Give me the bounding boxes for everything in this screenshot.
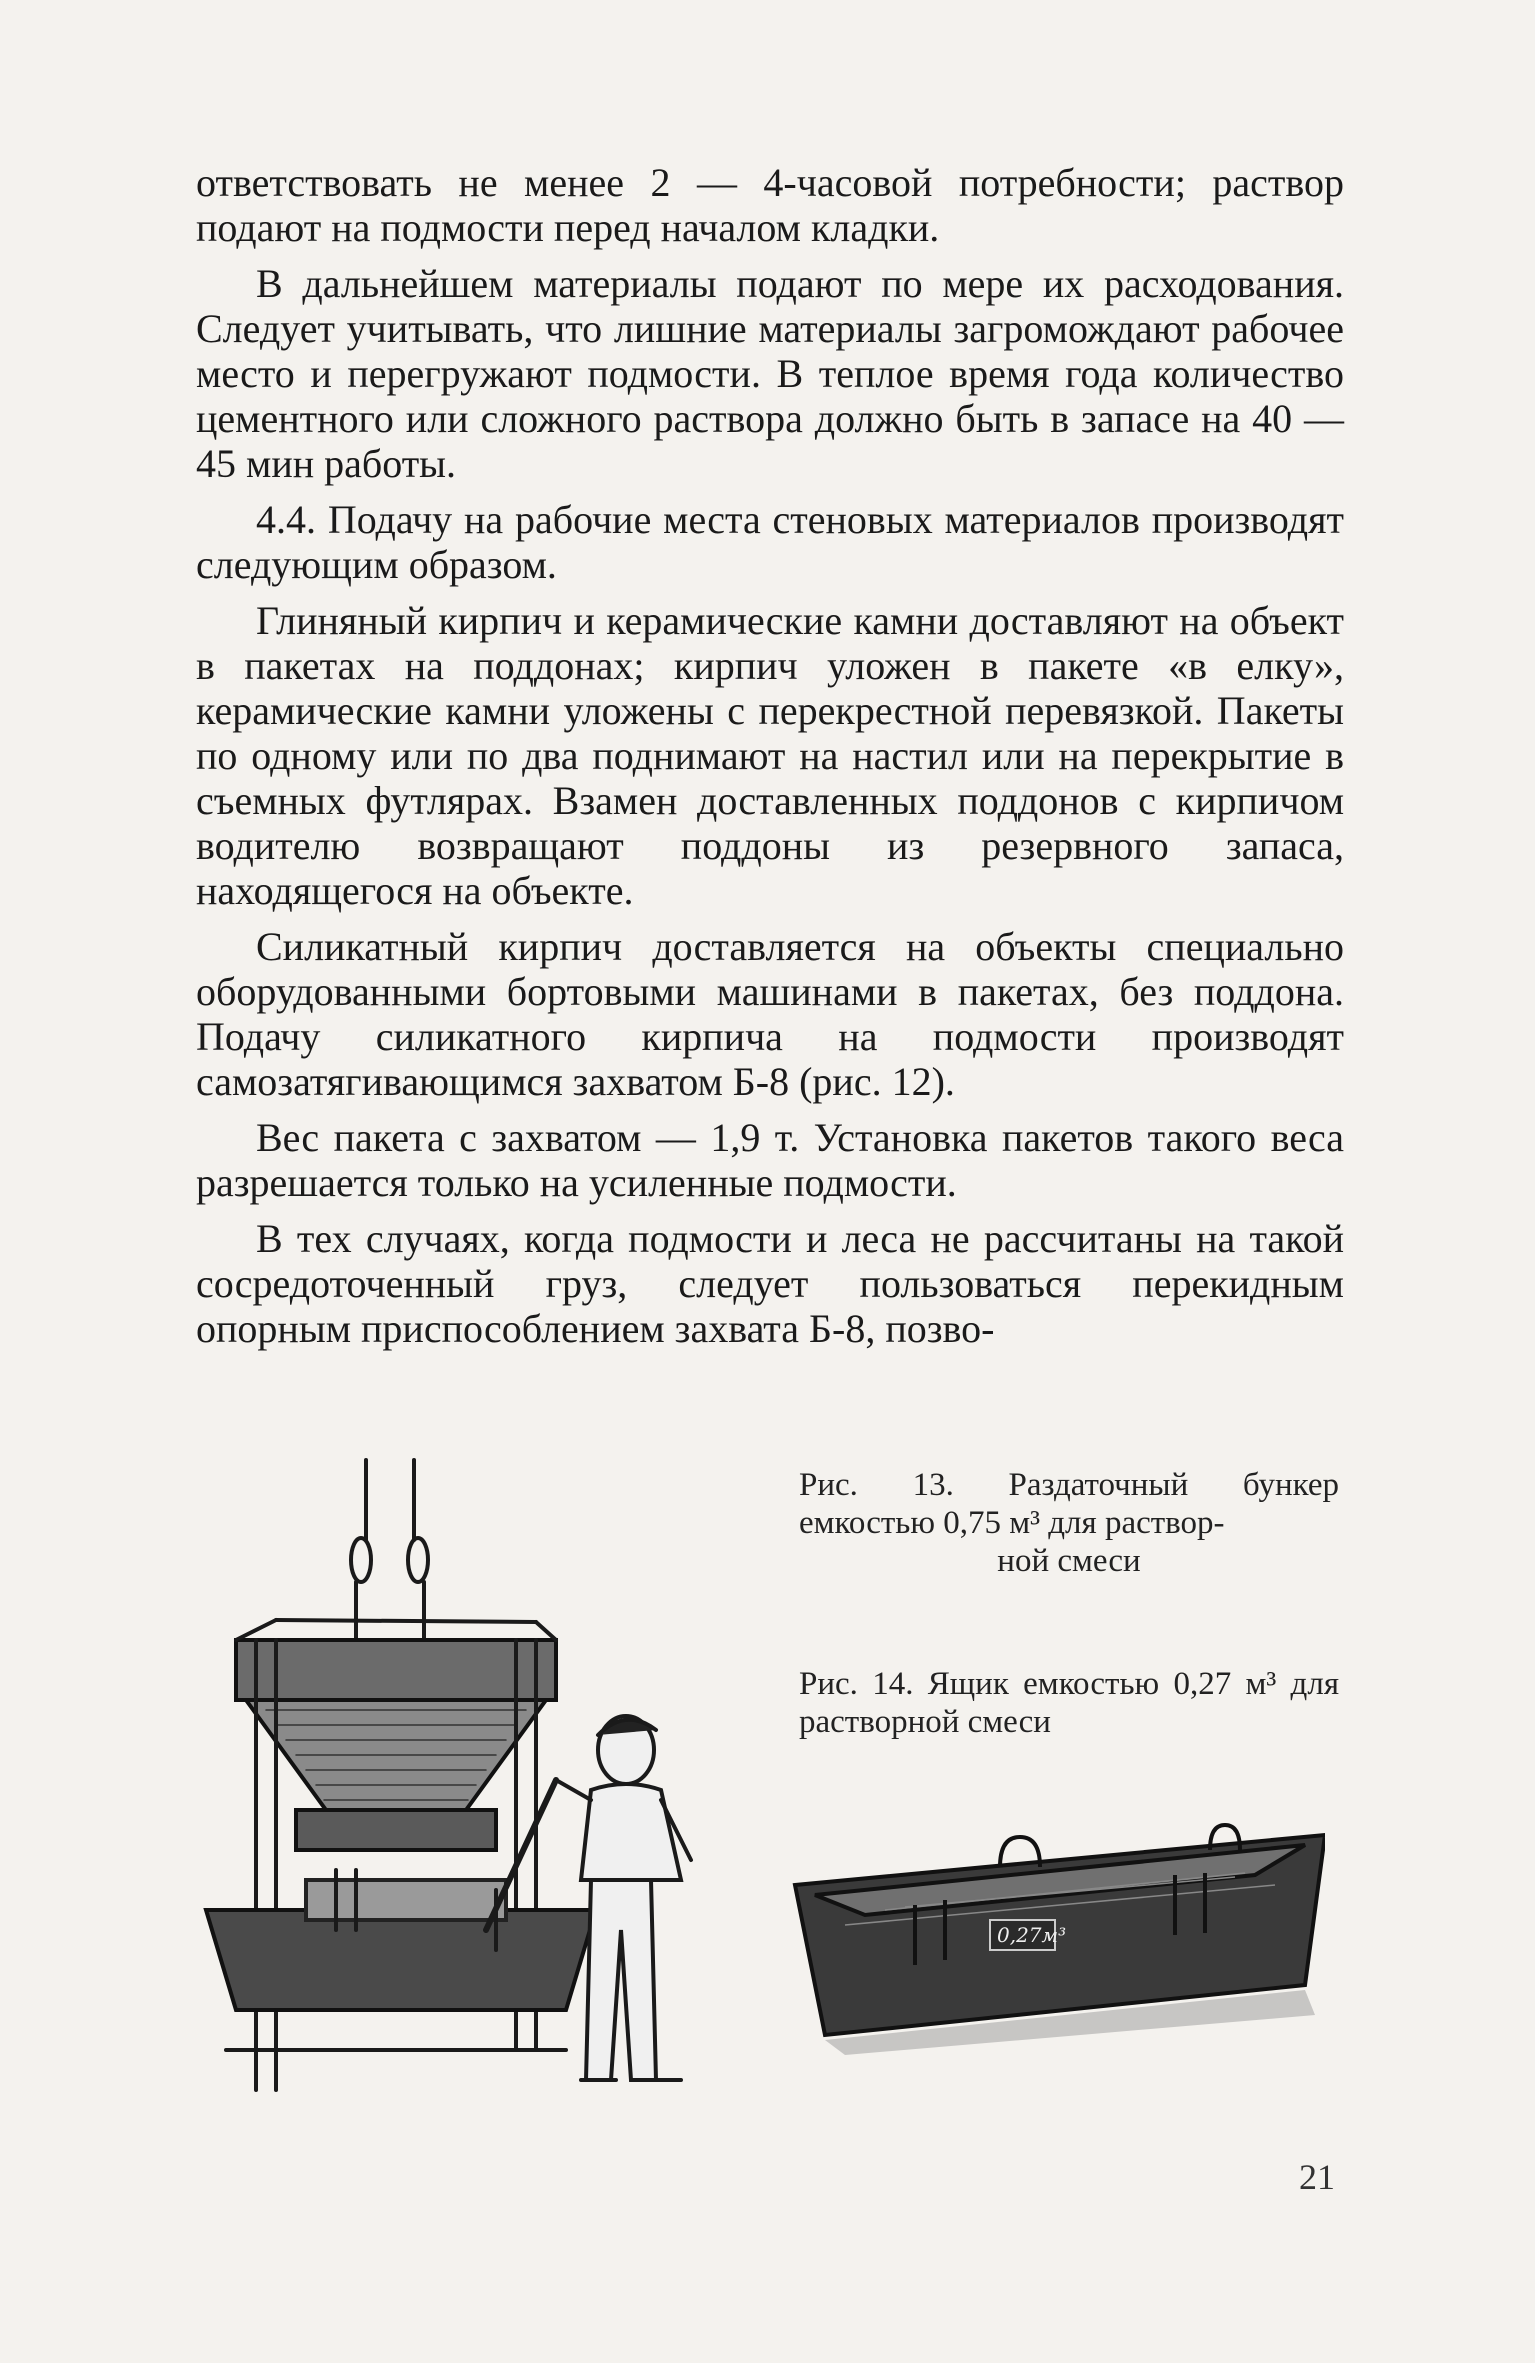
box-label: 0,27м³ (997, 1923, 1067, 1947)
figure-13-caption-end: ной смеси (997, 1543, 1141, 1579)
paragraph-6: Вес пакета с захватом — 1,9 т. Установка пакетов такого веса разрешается только на усиленные подмости. (196, 1115, 1344, 1205)
figure-14-illustration (785, 1815, 1325, 2060)
paragraph-7: В тех случаях, когда подмости и леса не рассчитаны на такой сосредоточенный груз, следует пользоваться перекидным опорным приспособлением захвата Б-8, позво- (196, 1216, 1344, 1351)
paragraph-2: В дальнейшем материалы подают по мере их расходования. Следует учитывать, что лишние материалы загромождают рабочее место и перегружают подмости. В теплое время года количество цементного или сложного раствора должно быть в запасе на 40 — 45 мин работы. (196, 261, 1344, 486)
paragraph-3: 4.4. Подачу на рабочие места стеновых материалов производят следующим образом. (196, 497, 1344, 587)
mortar-tray (206, 1910, 596, 2010)
figure-13-caption-main: Рис. 13. Раздаточный бункер емкостью 0,75 м³ для раствор- (799, 1467, 1339, 1541)
figure-13-caption (799, 1466, 1339, 1580)
figure-14-caption: Рис. 14. Ящик емкостью 0,27 м³ для растворной смеси (799, 1666, 1339, 1740)
page-number: 21 (1299, 2157, 1335, 2197)
paragraph-1: ответствовать не менее 2 — 4-часовой потребности; раствор подают на подмости перед началом кладки. (196, 160, 1344, 250)
paragraph-4: Глиняный кирпич и керамические камни доставляют на объект в пакетах на поддонах; кирпич уложен в пакете «в елку», керамические камни уложены с перекрестной перевязкой. Пакеты по одному или по два поднимают на настил или на перекрытие в съемных футлярах. Взамен доставленных поддонов с кирпичом водителю возвращают поддоны из резервного запаса, находящегося на объекте. (196, 598, 1344, 913)
hopper-top (236, 1640, 556, 1700)
figure-13-illustration (196, 1450, 736, 2130)
paragraph-5: Силикатный кирпич доставляется на объекты специально оборудованными бортовыми машинами в пакетах, без поддона. Подачу силикатного кирпича на подмости производят самозатягивающимся захватом Б-8 (рис. 12). (196, 924, 1344, 1104)
body-text (196, 160, 1344, 1362)
